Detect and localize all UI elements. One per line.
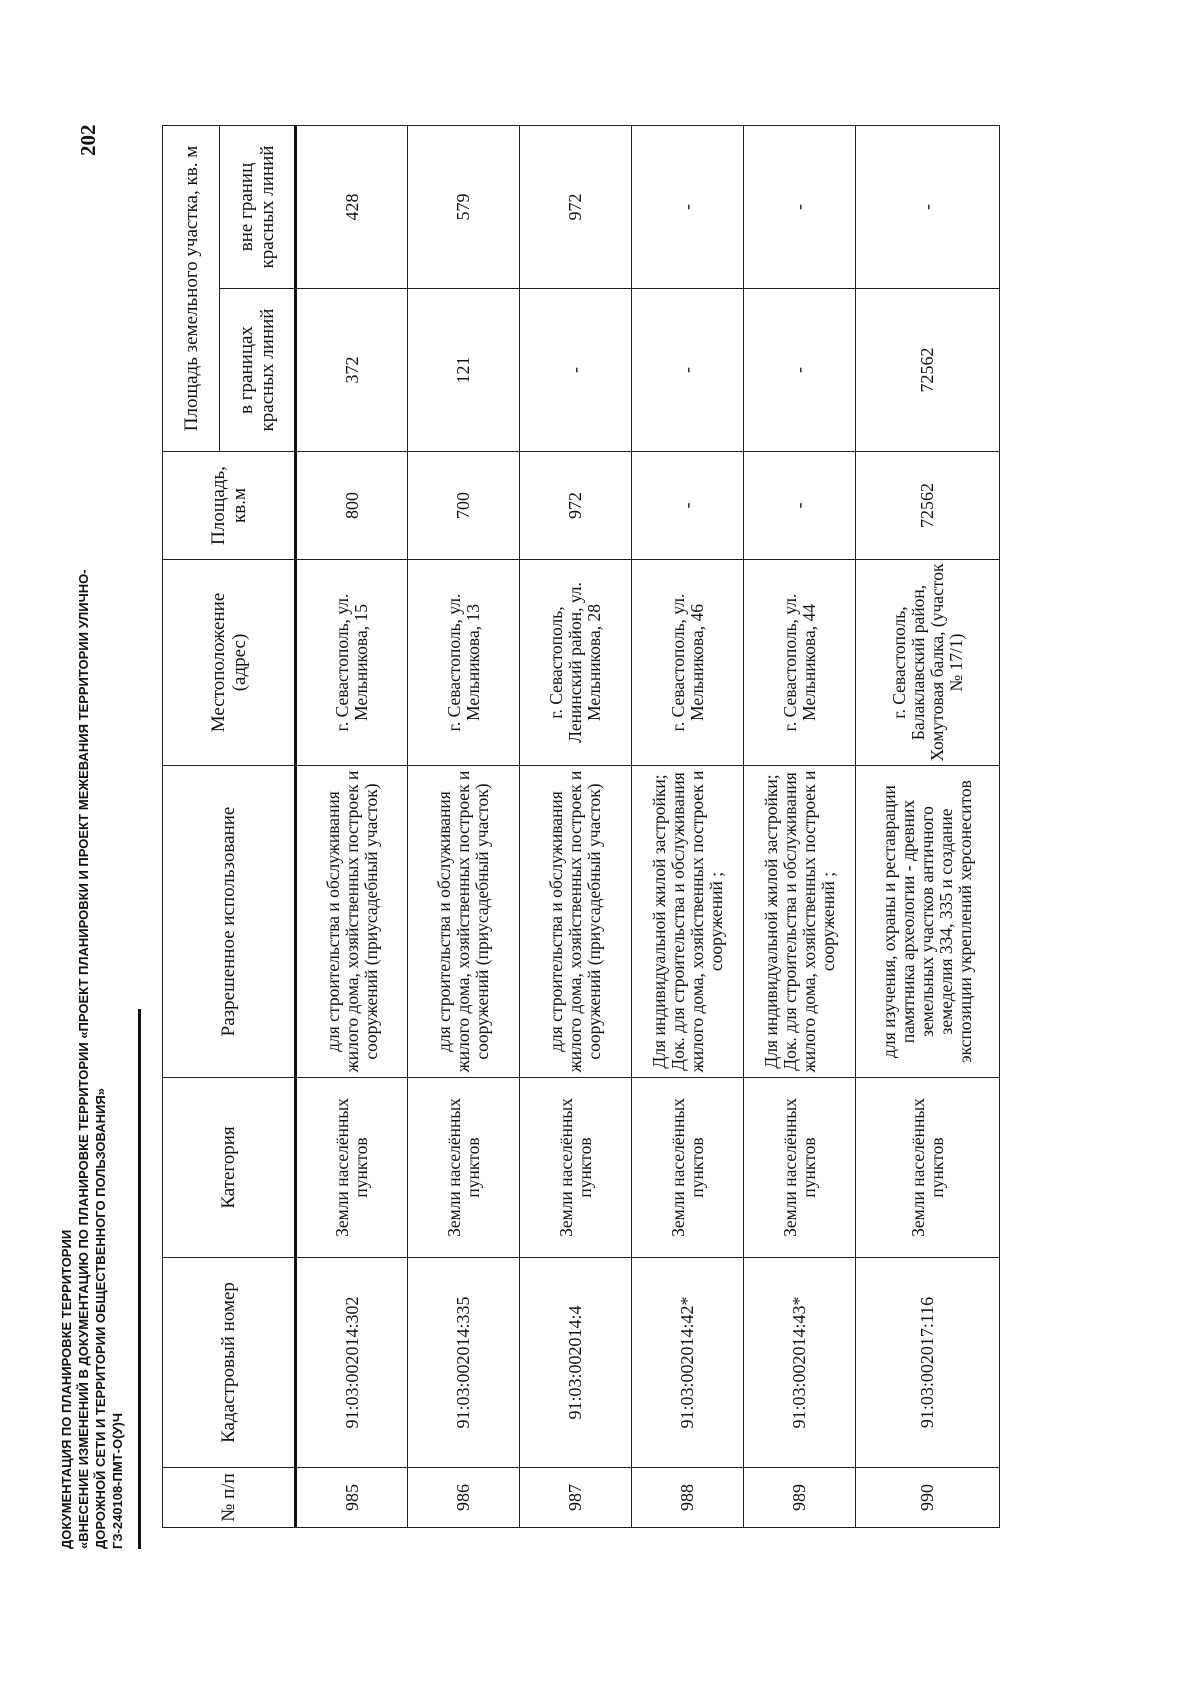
table-row [632,126,744,1528]
cell-cadastral: 91:03:002014:42* [632,1258,744,1468]
cell-permitted-use: Для индивидуальной жилой застройки; Док. для строительства и обслуживания жилого дома, хозяйственных построек и сооружений ; [744,766,856,1078]
cell-category: Земли населённых пунктов [520,1078,632,1258]
cell-outside-red-lines: - [744,126,856,289]
cell-permitted-use: для строительства и обслуживания жилого дома, хозяйственных построек и сооружений (приусадебный участок) [408,766,520,1078]
col-header-inside-red-lines: в границах красных линий [220,289,296,452]
col-header-permitted-use: Разрешенное использование [163,766,296,1078]
cell-area: 972 [520,452,632,560]
cell-num: 986 [408,1468,520,1528]
cell-outside-red-lines: - [856,126,1000,289]
cell-category: Земли населённых пунктов [632,1078,744,1258]
table-row [408,126,520,1528]
land-plots-table [162,125,1000,1528]
cell-location: г. Севастополь, ул. Мельникова, 15 [296,560,408,766]
cell-cadastral: 91:03:002014:302 [296,1258,408,1468]
cell-inside-red-lines: 372 [296,289,408,452]
col-header-location: Местоположение (адрес) [163,560,296,766]
cell-area: 700 [408,452,520,560]
cell-location: г. Севастополь, ул. Мельникова, 13 [408,560,520,766]
header-line-3: ДОРОЖНОЙ СЕТИ И ТЕРРИТОРИИ ОБЩЕСТВЕННОГО ПОЛЬЗОВАНИЯ» [93,1088,108,1549]
cell-inside-red-lines: - [744,289,856,452]
header-divider [138,1009,141,1549]
cell-permitted-use: Для индивидуальной жилой застройки; Док. для строительства и обслуживания жилого дома, хозяйственных построек и сооружений ; [632,766,744,1078]
cell-category: Земли населённых пунктов [744,1078,856,1258]
table-row [520,126,632,1528]
table-row [296,126,408,1528]
cell-outside-red-lines: 579 [408,126,520,289]
cell-inside-red-lines: 121 [408,289,520,452]
cell-cadastral: 91:03:002014:43* [744,1258,856,1468]
cell-permitted-use: для изучения, охраны и реставрации памятника археологии - древних земельных участков античного земеделия 334, 335 и создание экспозиции укреплений херсонеситов [856,766,1000,1078]
table-header-row [163,126,220,1528]
cell-location: г. Севастополь, ул. Мельникова, 44 [744,560,856,766]
cell-num: 990 [856,1468,1000,1528]
col-header-outside-red-lines: вне границ красных линий [220,126,296,289]
header-line-1: ДОКУМЕНТАЦИЯ ПО ПЛАНИРОВКЕ ТЕРРИТОРИИ [59,1229,74,1549]
cell-num: 989 [744,1468,856,1528]
cell-area: 800 [296,452,408,560]
cell-inside-red-lines: - [632,289,744,452]
header-line-4: ГЗ-240108-ПМТ-О(У)Ч [110,1413,125,1549]
cell-permitted-use: для строительства и обслуживания жилого дома, хозяйственных построек и сооружений (приусадебный участок) [296,766,408,1078]
cell-area: - [744,452,856,560]
cell-outside-red-lines: - [632,126,744,289]
col-header-cadastral: Кадастровый номер [163,1258,296,1468]
cell-category: Земли населённых пунктов [856,1078,1000,1258]
cell-cadastral: 91:03:002017:116 [856,1258,1000,1468]
cell-inside-red-lines: - [520,289,632,452]
col-header-plot-area-group: Площадь земельного участка, кв. м [163,126,220,452]
col-header-category: Категория [163,1078,296,1258]
table-row [744,126,856,1528]
cell-area: 72562 [856,452,1000,560]
cell-cadastral: 91:03:002014:335 [408,1258,520,1468]
cell-location: г. Севастополь, Ленинский район, ул. Мельникова, 28 [520,560,632,766]
cell-num: 988 [632,1468,744,1528]
cell-outside-red-lines: 428 [296,126,408,289]
cell-location: г. Севастополь, ул. Мельникова, 46 [632,560,744,766]
cell-cadastral: 91:03:002014:4 [520,1258,632,1468]
document-header [58,569,126,1549]
cell-area: - [632,452,744,560]
cell-inside-red-lines: 72562 [856,289,1000,452]
col-header-num: № п/п [163,1468,296,1528]
header-line-2: «ВНЕСЕНИЕ ИЗМЕНЕНИЙ В ДОКУМЕНТАЦИЮ ПО ПЛАНИРОВКЕ ТЕРРИТОРИИ «ПРОЕКТ ПЛАНИРОВКИ И ПРОЕКТ МЕЖЕВАНИЯ ТЕРРИТОРИИ УЛИЧНО- [76,569,91,1549]
table-row [856,126,1000,1528]
cell-num: 985 [296,1468,408,1528]
cell-num: 987 [520,1468,632,1528]
cell-category: Земли населённых пунктов [408,1078,520,1258]
cell-permitted-use: для строительства и обслуживания жилого дома, хозяйственных построек и сооружений (приусадебный участок) [520,766,632,1078]
cell-outside-red-lines: 972 [520,126,632,289]
cell-location: г. Севастополь, Балаклавский район, Хомутовая балка, (участок № 17/1) [856,560,1000,766]
cell-category: Земли населённых пунктов [296,1078,408,1258]
page-number: 202 [76,124,100,156]
col-header-area: Площадь, кв.м [163,452,296,560]
